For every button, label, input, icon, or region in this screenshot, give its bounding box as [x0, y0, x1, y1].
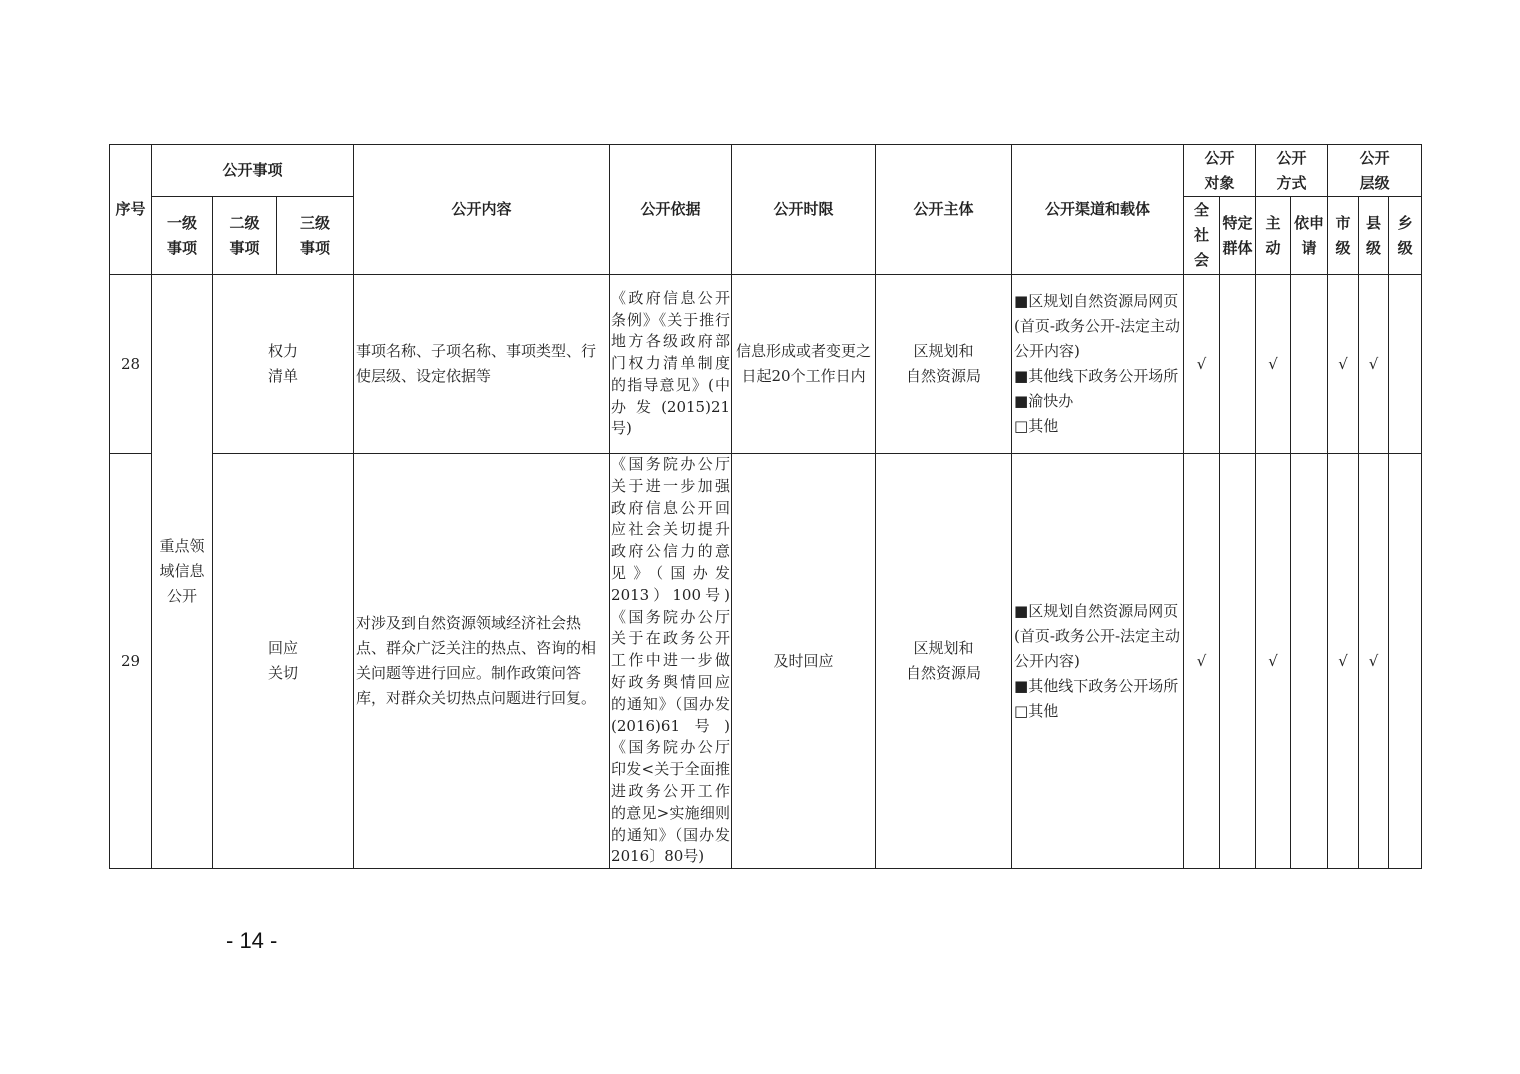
- header-method-request-line: 依申: [1294, 213, 1325, 232]
- row-content: 对涉及到自然资源领域经济社会热点、群众广泛关注的热点、咨询的相关问题等进行回应。制作政策问答库，对群众关切热点问题进行回复。: [354, 454, 610, 869]
- row-item-line: 回应: [268, 639, 299, 658]
- header-content: 公开内容: [354, 145, 610, 275]
- row-seq: 28: [110, 275, 152, 454]
- header-audience-specific-line: 群体: [1222, 238, 1253, 257]
- row-item: [213, 454, 354, 869]
- header-level-city-line: 级: [1335, 238, 1351, 257]
- row-subject: [876, 454, 1012, 869]
- row-subject-line: 自然资源局: [906, 367, 982, 385]
- row-item-line: 关切: [268, 664, 299, 683]
- row-item: [213, 275, 354, 454]
- header-audience-all-line: 会: [1194, 251, 1210, 269]
- mark-level-city: √: [1328, 275, 1359, 454]
- header-level-county-line: 县: [1366, 213, 1382, 232]
- header-method-request: [1291, 197, 1328, 275]
- header-audience-all-line: 社: [1194, 226, 1210, 244]
- header-subject: 公开主体: [876, 145, 1012, 275]
- row-content: 事项名称、子项名称、事项类型、行使层级、设定依据等: [354, 275, 610, 454]
- header-seq: 序号: [110, 145, 152, 275]
- header-method-line: 方式: [1276, 173, 1307, 192]
- header-basis: 公开依据: [610, 145, 732, 275]
- channel-item: ■区规划自然资源局网页(首页-政务公开-法定主动公开内容): [1014, 292, 1181, 360]
- row-deadline: 信息形成或者变更之日起20个工作日内: [732, 275, 876, 454]
- header-level1-line: 事项: [166, 238, 197, 257]
- header-level1: [152, 197, 213, 275]
- header-level2-line: 二级: [229, 213, 260, 232]
- mark-audience-specific: [1220, 454, 1256, 869]
- header-deadline: 公开时限: [732, 145, 876, 275]
- row-subject-line: 区规划和: [913, 639, 974, 658]
- level1-item-line: 公开: [166, 587, 197, 606]
- mark-method-active: √: [1256, 454, 1291, 869]
- page-number: - 14 -: [226, 928, 278, 953]
- channel-item: ■渝快办: [1014, 392, 1074, 410]
- header-method-request-line: 请: [1301, 238, 1317, 257]
- header-level3-line: 三级: [300, 213, 331, 232]
- mark-method-request: [1291, 454, 1328, 869]
- header-audience-all: [1184, 197, 1220, 275]
- disclosure-table: [109, 144, 1422, 869]
- header-level-town-line: 乡: [1397, 213, 1413, 232]
- header-level-city-line: 市: [1335, 213, 1351, 232]
- header-level-county: [1359, 197, 1389, 275]
- row-item-line: 权力: [268, 342, 299, 360]
- channel-item: ■其他线下政务公开场所: [1014, 676, 1179, 695]
- mark-method-active: √: [1256, 275, 1291, 454]
- row-basis: 《政府信息公开条例》《关于推行地方各级政府部门权力清单制度的指导意见》(中办发(2015)21号): [610, 275, 732, 454]
- mark-level-county: √: [1359, 454, 1389, 869]
- header-level-city: [1328, 197, 1359, 275]
- header-method-active-line: 主: [1265, 213, 1281, 232]
- row-channels: [1012, 454, 1184, 869]
- header-audience-line: 对象: [1204, 173, 1235, 192]
- row-deadline: 及时回应: [732, 454, 876, 869]
- header-level-town-line: 级: [1397, 238, 1413, 257]
- header-level1-line: 一级: [166, 213, 197, 232]
- header-level-line: 公开: [1359, 148, 1390, 167]
- header-level-town: [1389, 197, 1422, 275]
- header-level3-line: 事项: [300, 238, 331, 257]
- row-subject-line: 自然资源局: [906, 664, 982, 683]
- row-item-line: 清单: [268, 367, 299, 385]
- header-level-county-line: 级: [1366, 238, 1382, 257]
- row-subject-line: 区规划和: [913, 342, 974, 360]
- mark-level-county: √: [1359, 275, 1389, 454]
- level1-item-line: 域信息: [159, 562, 205, 581]
- header-level-line: 层级: [1359, 173, 1390, 192]
- header-method-active-line: 动: [1265, 238, 1281, 257]
- mark-level-city: √: [1328, 454, 1359, 869]
- channel-item: □其他: [1014, 417, 1059, 435]
- level1-item-line: 重点领: [159, 537, 205, 556]
- header-audience-line: 公开: [1204, 148, 1235, 167]
- header-audience-all-line: 全: [1194, 201, 1210, 219]
- header-method-active: [1256, 197, 1291, 275]
- header-level: [1328, 145, 1422, 197]
- row-seq: 29: [110, 454, 152, 869]
- header-method-line: 公开: [1276, 148, 1307, 167]
- channel-item: ■其他线下政务公开场所: [1014, 367, 1179, 385]
- mark-audience-all: √: [1184, 275, 1220, 454]
- mark-level-town: [1389, 275, 1422, 454]
- header-level3: [277, 197, 354, 275]
- header-channel: 公开渠道和载体: [1012, 145, 1184, 275]
- table-row: [110, 454, 1422, 869]
- row-basis: 《国务院办公厅关于进一步加强政府信息公开回应社会关切提升政府公信力的意见》（国办发2013）100号)《国务院办公厅关于在政务公开工作中进一步做好政务舆情回应的通知》（国办发(2016)61号)《国务院办公厅印发<关于全面推进政务公开工作的意见>实施细则的通知》（国办发2016〕80号): [610, 454, 732, 869]
- mark-level-town: [1389, 454, 1422, 869]
- mark-audience-all: √: [1184, 454, 1220, 869]
- header-method: [1256, 145, 1328, 197]
- row-subject: [876, 275, 1012, 454]
- header-level2: [213, 197, 277, 275]
- header-audience-specific: [1220, 197, 1256, 275]
- mark-method-request: [1291, 275, 1328, 454]
- channel-item: ■区规划自然资源局网页(首页-政务公开-法定主动公开内容): [1014, 601, 1181, 670]
- header-level2-line: 事项: [229, 238, 260, 257]
- row-channels: [1012, 275, 1184, 454]
- header-audience: [1184, 145, 1256, 197]
- table-row: [110, 275, 1422, 454]
- header-audience-specific-line: 特定: [1222, 213, 1253, 232]
- level1-item-cell: [152, 275, 213, 869]
- channel-item: □其他: [1014, 701, 1059, 720]
- mark-audience-specific: [1220, 275, 1256, 454]
- header-item-group: 公开事项: [152, 145, 354, 197]
